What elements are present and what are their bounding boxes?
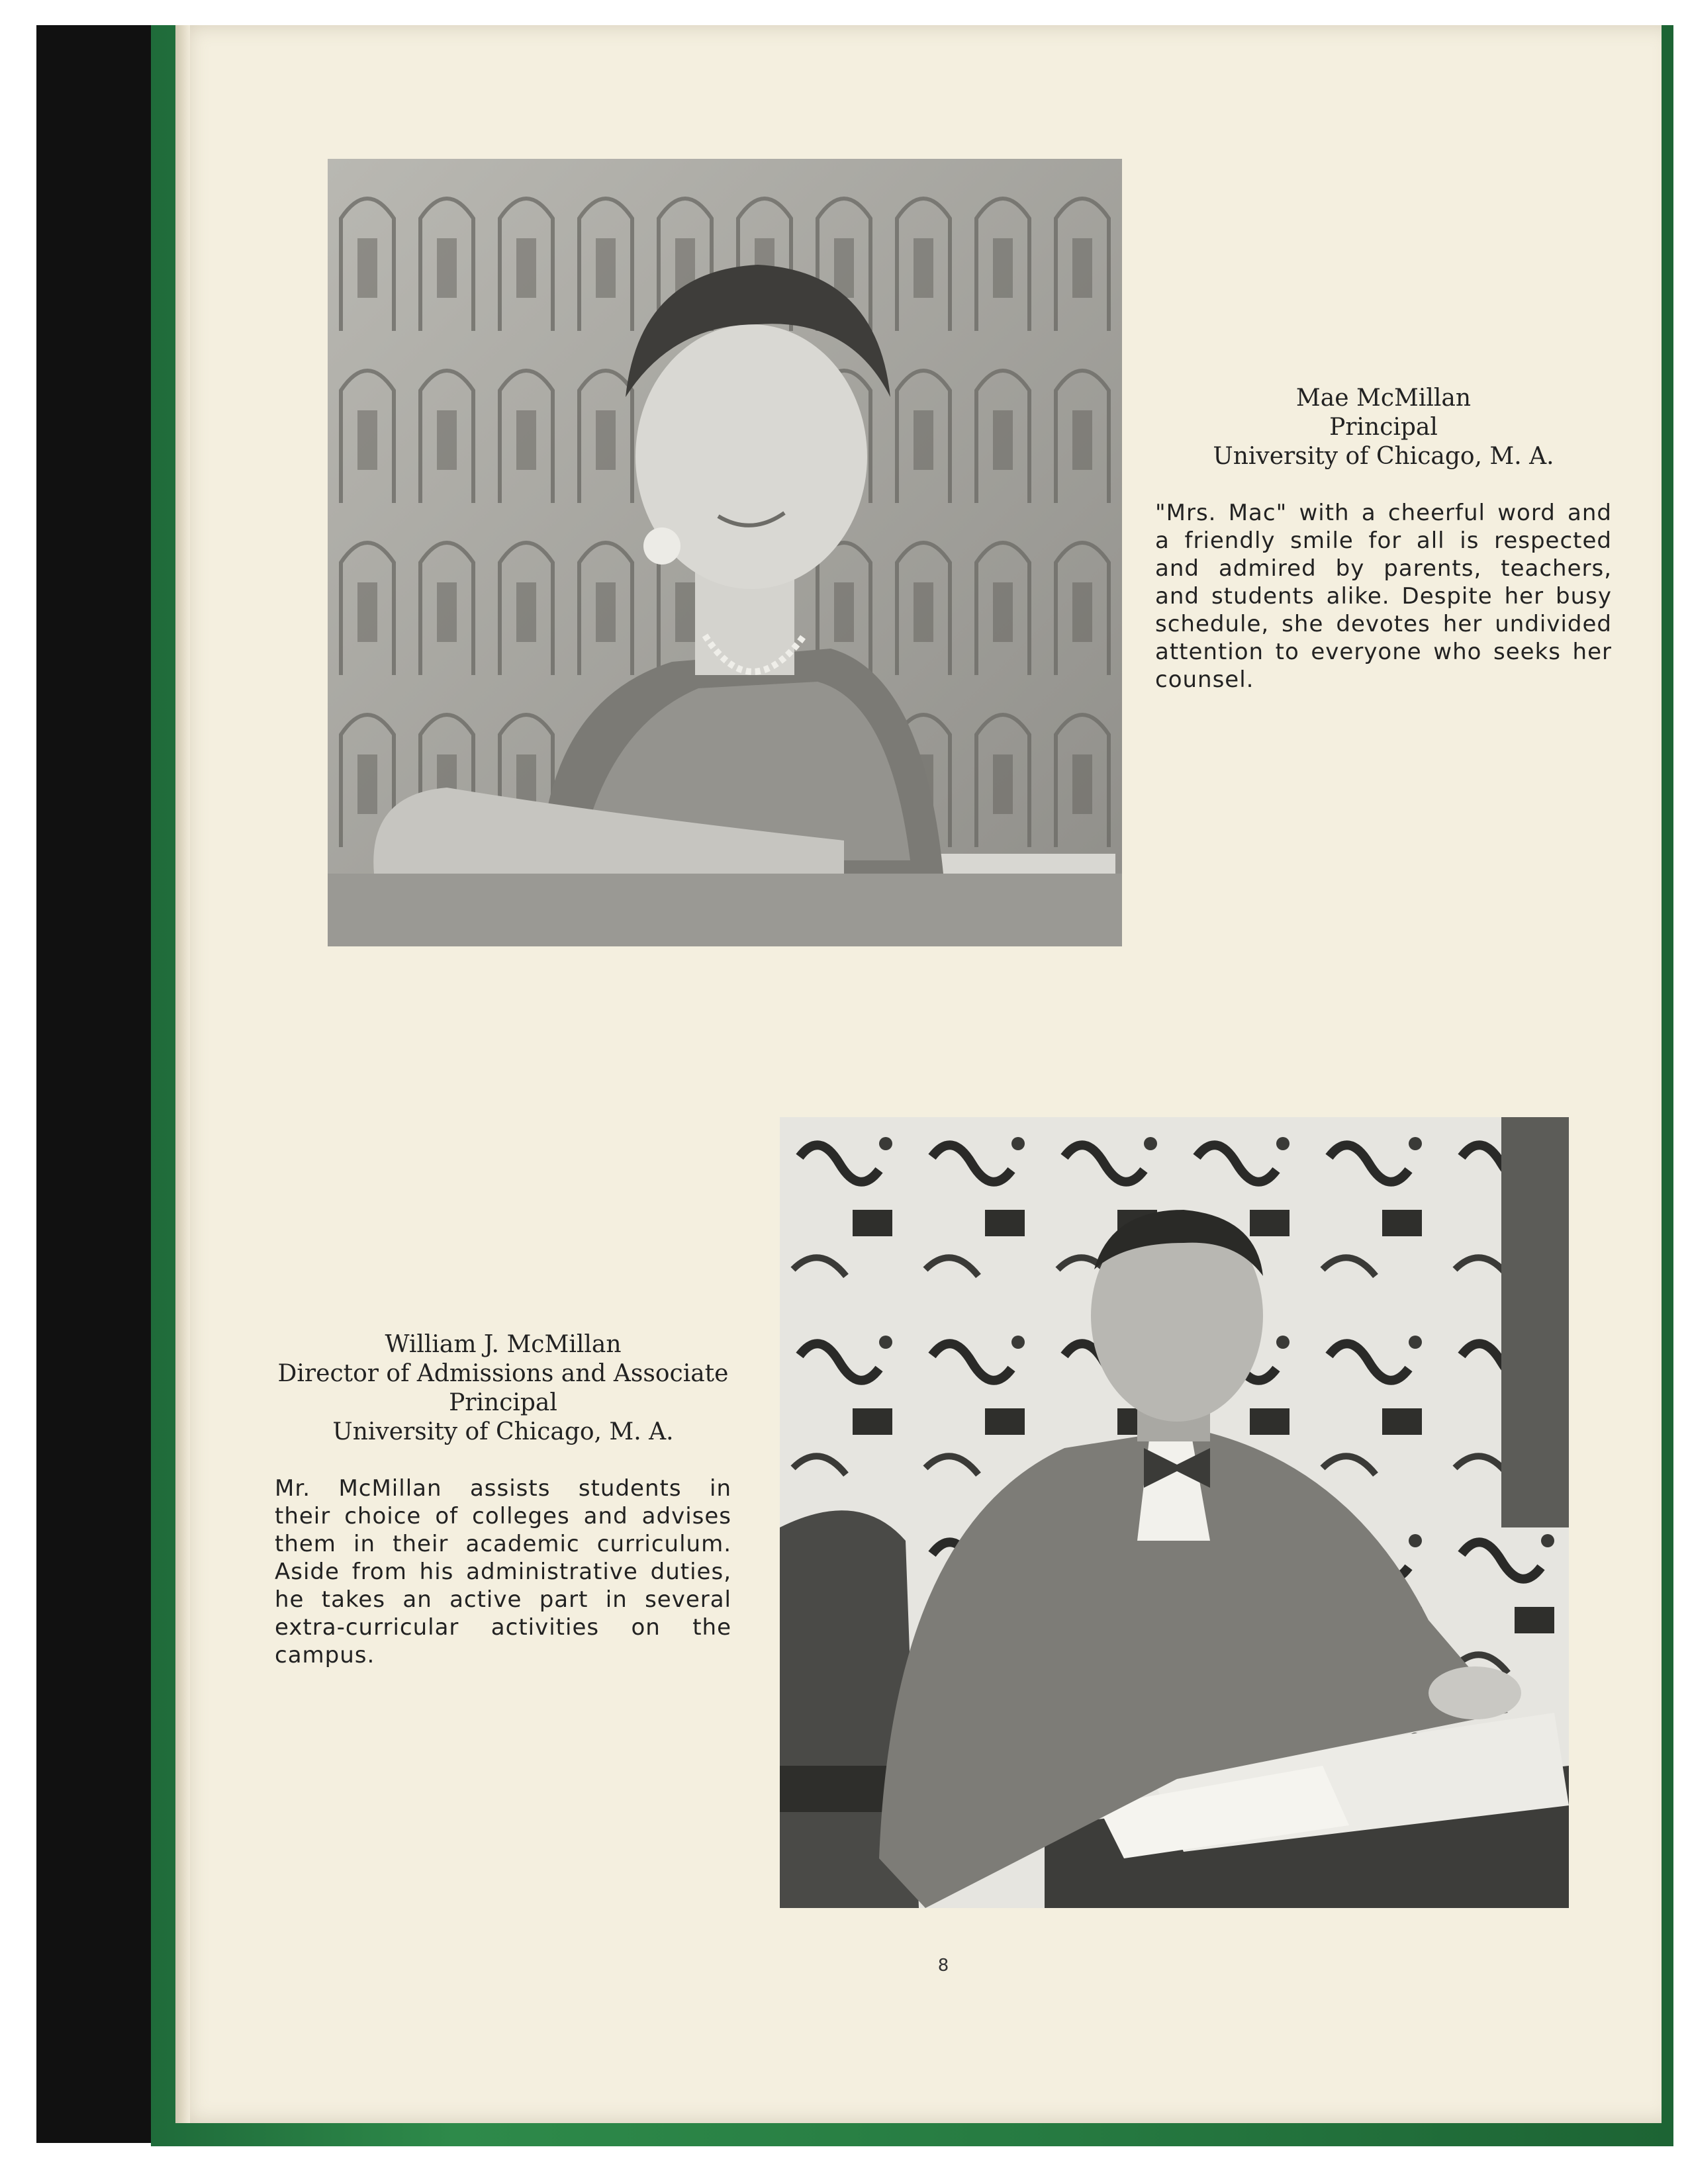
bio-line: them in their academic curriculum. [275, 1531, 731, 1557]
principal-bio [1155, 499, 1612, 694]
principal-degree: University of Chicago, M. A. [1213, 443, 1554, 470]
bio-line: Aside from his administrative duties, [275, 1559, 731, 1585]
director-name: William J. McMillan [385, 1331, 622, 1358]
bio-line: schedule, she devotes her undivided [1155, 611, 1612, 637]
director-degree: University of Chicago, M. A. [332, 1418, 674, 1445]
bio-line: "Mrs. Mac" with a cheerful word and [1155, 500, 1612, 526]
principal-caption-block [1155, 384, 1612, 694]
bio-line: Mr. McMillan assists students in [275, 1475, 731, 1502]
bio-line: campus. [275, 1642, 375, 1668]
director-title-line2: Principal [449, 1389, 557, 1416]
bio-line: attention to everyone who seeks her [1155, 639, 1612, 665]
bio-line: he takes an active part in several [275, 1586, 731, 1613]
page-number: 8 [937, 1956, 949, 1976]
bio-line: and students alike. Despite her busy [1155, 583, 1612, 610]
principal-name: Mae McMillan [1295, 385, 1472, 412]
director-title-line1: Director of Admissions and Associate [277, 1360, 729, 1387]
bio-line: extra-curricular activities on the [275, 1614, 731, 1641]
director-bio [275, 1475, 731, 1669]
director-photo [780, 1117, 1569, 1908]
bio-line: their choice of colleges and advises [275, 1503, 731, 1529]
director-caption-block [261, 1330, 745, 1669]
page-gutter [175, 25, 190, 2123]
bio-line: counsel. [1155, 666, 1254, 693]
principal-photo [328, 159, 1122, 946]
bio-line: a friendly smile for all is respected [1155, 527, 1612, 554]
principal-title: Principal [1329, 414, 1438, 441]
bio-line: and admired by parents, teachers, [1155, 555, 1612, 582]
